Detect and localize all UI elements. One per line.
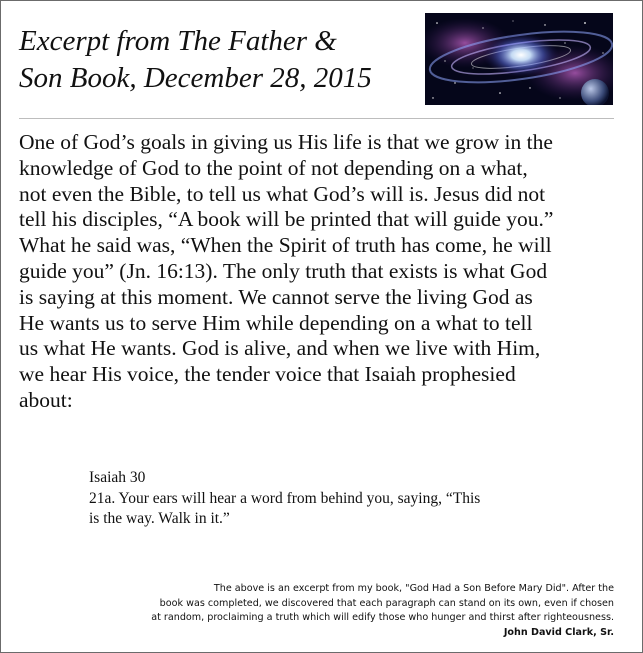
scripture-line-1: 21a. Your ears will hear a word from behind you, saying, “This [89, 489, 481, 507]
author-signature: John David Clark, Sr. [503, 626, 614, 638]
body-line: we hear His voice, the tender voice that Isaiah prophesied [19, 362, 516, 387]
body-line: tell his disciples, “A book will be printed that will guide you.” [19, 207, 554, 232]
body-line: What he said was, “When the Spirit of truth has come, he will [19, 233, 552, 258]
excerpt-body [19, 130, 624, 414]
footnote-line-1: The above is an excerpt from my book, "God Had a Son Before Mary Did". After the [213, 583, 614, 594]
title-divider [19, 118, 614, 119]
page-title [19, 23, 419, 97]
body-line: He wants us to serve Him while depending on a what to tell [19, 310, 533, 335]
body-line: One of God’s goals in giving us His life is that we grow in the [19, 130, 553, 154]
book-footnote [54, 582, 614, 640]
scripture-line-2: is the way. Walk in it.” [89, 510, 230, 527]
body-line: guide you” (Jn. 16:13). The only truth that exists is what God [19, 258, 548, 283]
galaxy-image [425, 13, 613, 105]
body-line: not even the Bible, to tell us what God’s will is. Jesus did not [19, 181, 546, 206]
title-line-2: Son Book, December 28, 2015 [19, 62, 372, 94]
footnote-line-3: at random, proclaiming a truth which will edify those who hunger and thirst after righteousness. [151, 612, 614, 624]
title-line-1: Excerpt from The Father & [19, 25, 337, 57]
body-line: knowledge of God to the point of not depending on a what, [19, 155, 528, 180]
footnote-line-2: book was completed, we discovered that each paragraph can stand on its own, even if chosen [159, 597, 614, 609]
galaxy-illustration [425, 13, 613, 105]
scripture-reference: Isaiah 30 [89, 469, 146, 486]
body-line: about: [19, 387, 73, 412]
body-line: us what He wants. God is alive, and when we live with Him, [19, 336, 541, 361]
scripture-quote [89, 468, 569, 530]
body-line: is saying at this moment. We cannot serve the living God as [19, 284, 533, 309]
